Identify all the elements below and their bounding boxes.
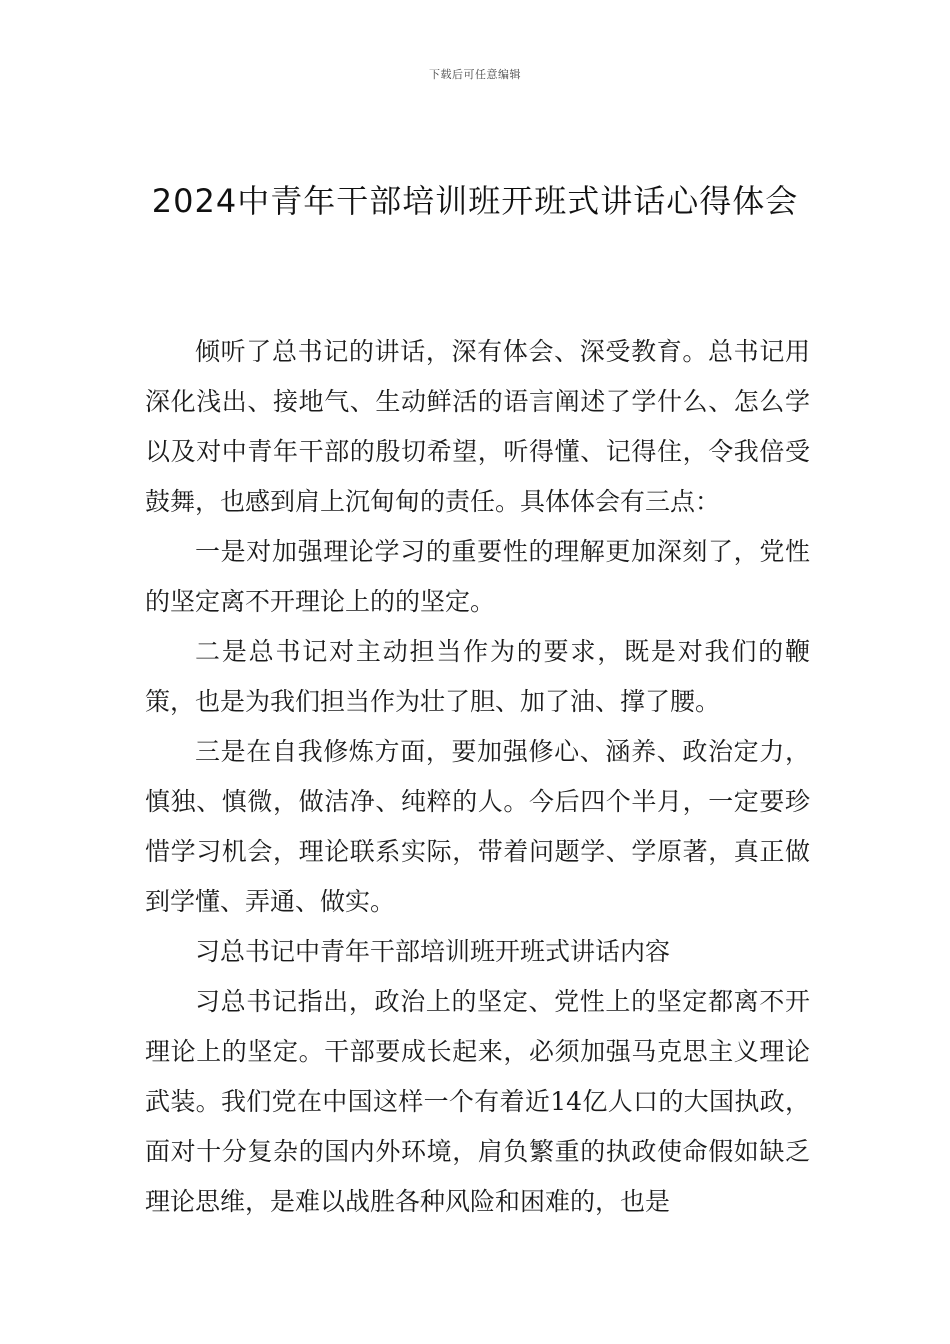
paragraph: 三是在自我修炼方面，要加强修心、涵养、政治定力，慎独、慎微，做洁净、纯粹的人。今后四个半月，一定要珍惜学习机会，理论联系实际，带着问题学、学原著，真正做到学懂、弄通、做实。: [145, 737, 810, 916]
paragraph: 习总书记指出，政治上的坚定、党性上的坚定都离不开理论上的坚定。干部要成长起来，必须加强马克思主义理论武装。我们党在中国这样一个有着近14亿人口的大国执政，面对十分复杂的国内外环境，肩负繁重的执政使命假如缺乏理论思维，是难以战胜各种风险和困难的，也是: [145, 987, 810, 1216]
paragraph: 一是对加强理论学习的重要性的理解更加深刻了，党性的坚定离不开理论上的的坚定。: [145, 537, 810, 616]
document-body: [145, 327, 810, 1227]
section-heading: 习总书记中青年干部培训班开班式讲话内容: [195, 937, 671, 966]
paragraph: 倾听了总书记的讲话，深有体会、深受教育。总书记用深化浅出、接地气、生动鲜活的语言阐述了学什么、怎么学以及对中青年干部的殷切希望，听得懂、记得住，令我倍受鼓舞，也感到肩上沉甸甸的责任。具体体会有三点：: [145, 337, 810, 516]
paragraph: 二是总书记对主动担当作为的要求，既是对我们的鞭策，也是为我们担当作为壮了胆、加了油、撑了腰。: [145, 637, 810, 716]
document-title: 2024中青年干部培训班开班式讲话心得体会: [151, 182, 799, 220]
header-note: 下载后可任意编辑: [429, 68, 521, 81]
